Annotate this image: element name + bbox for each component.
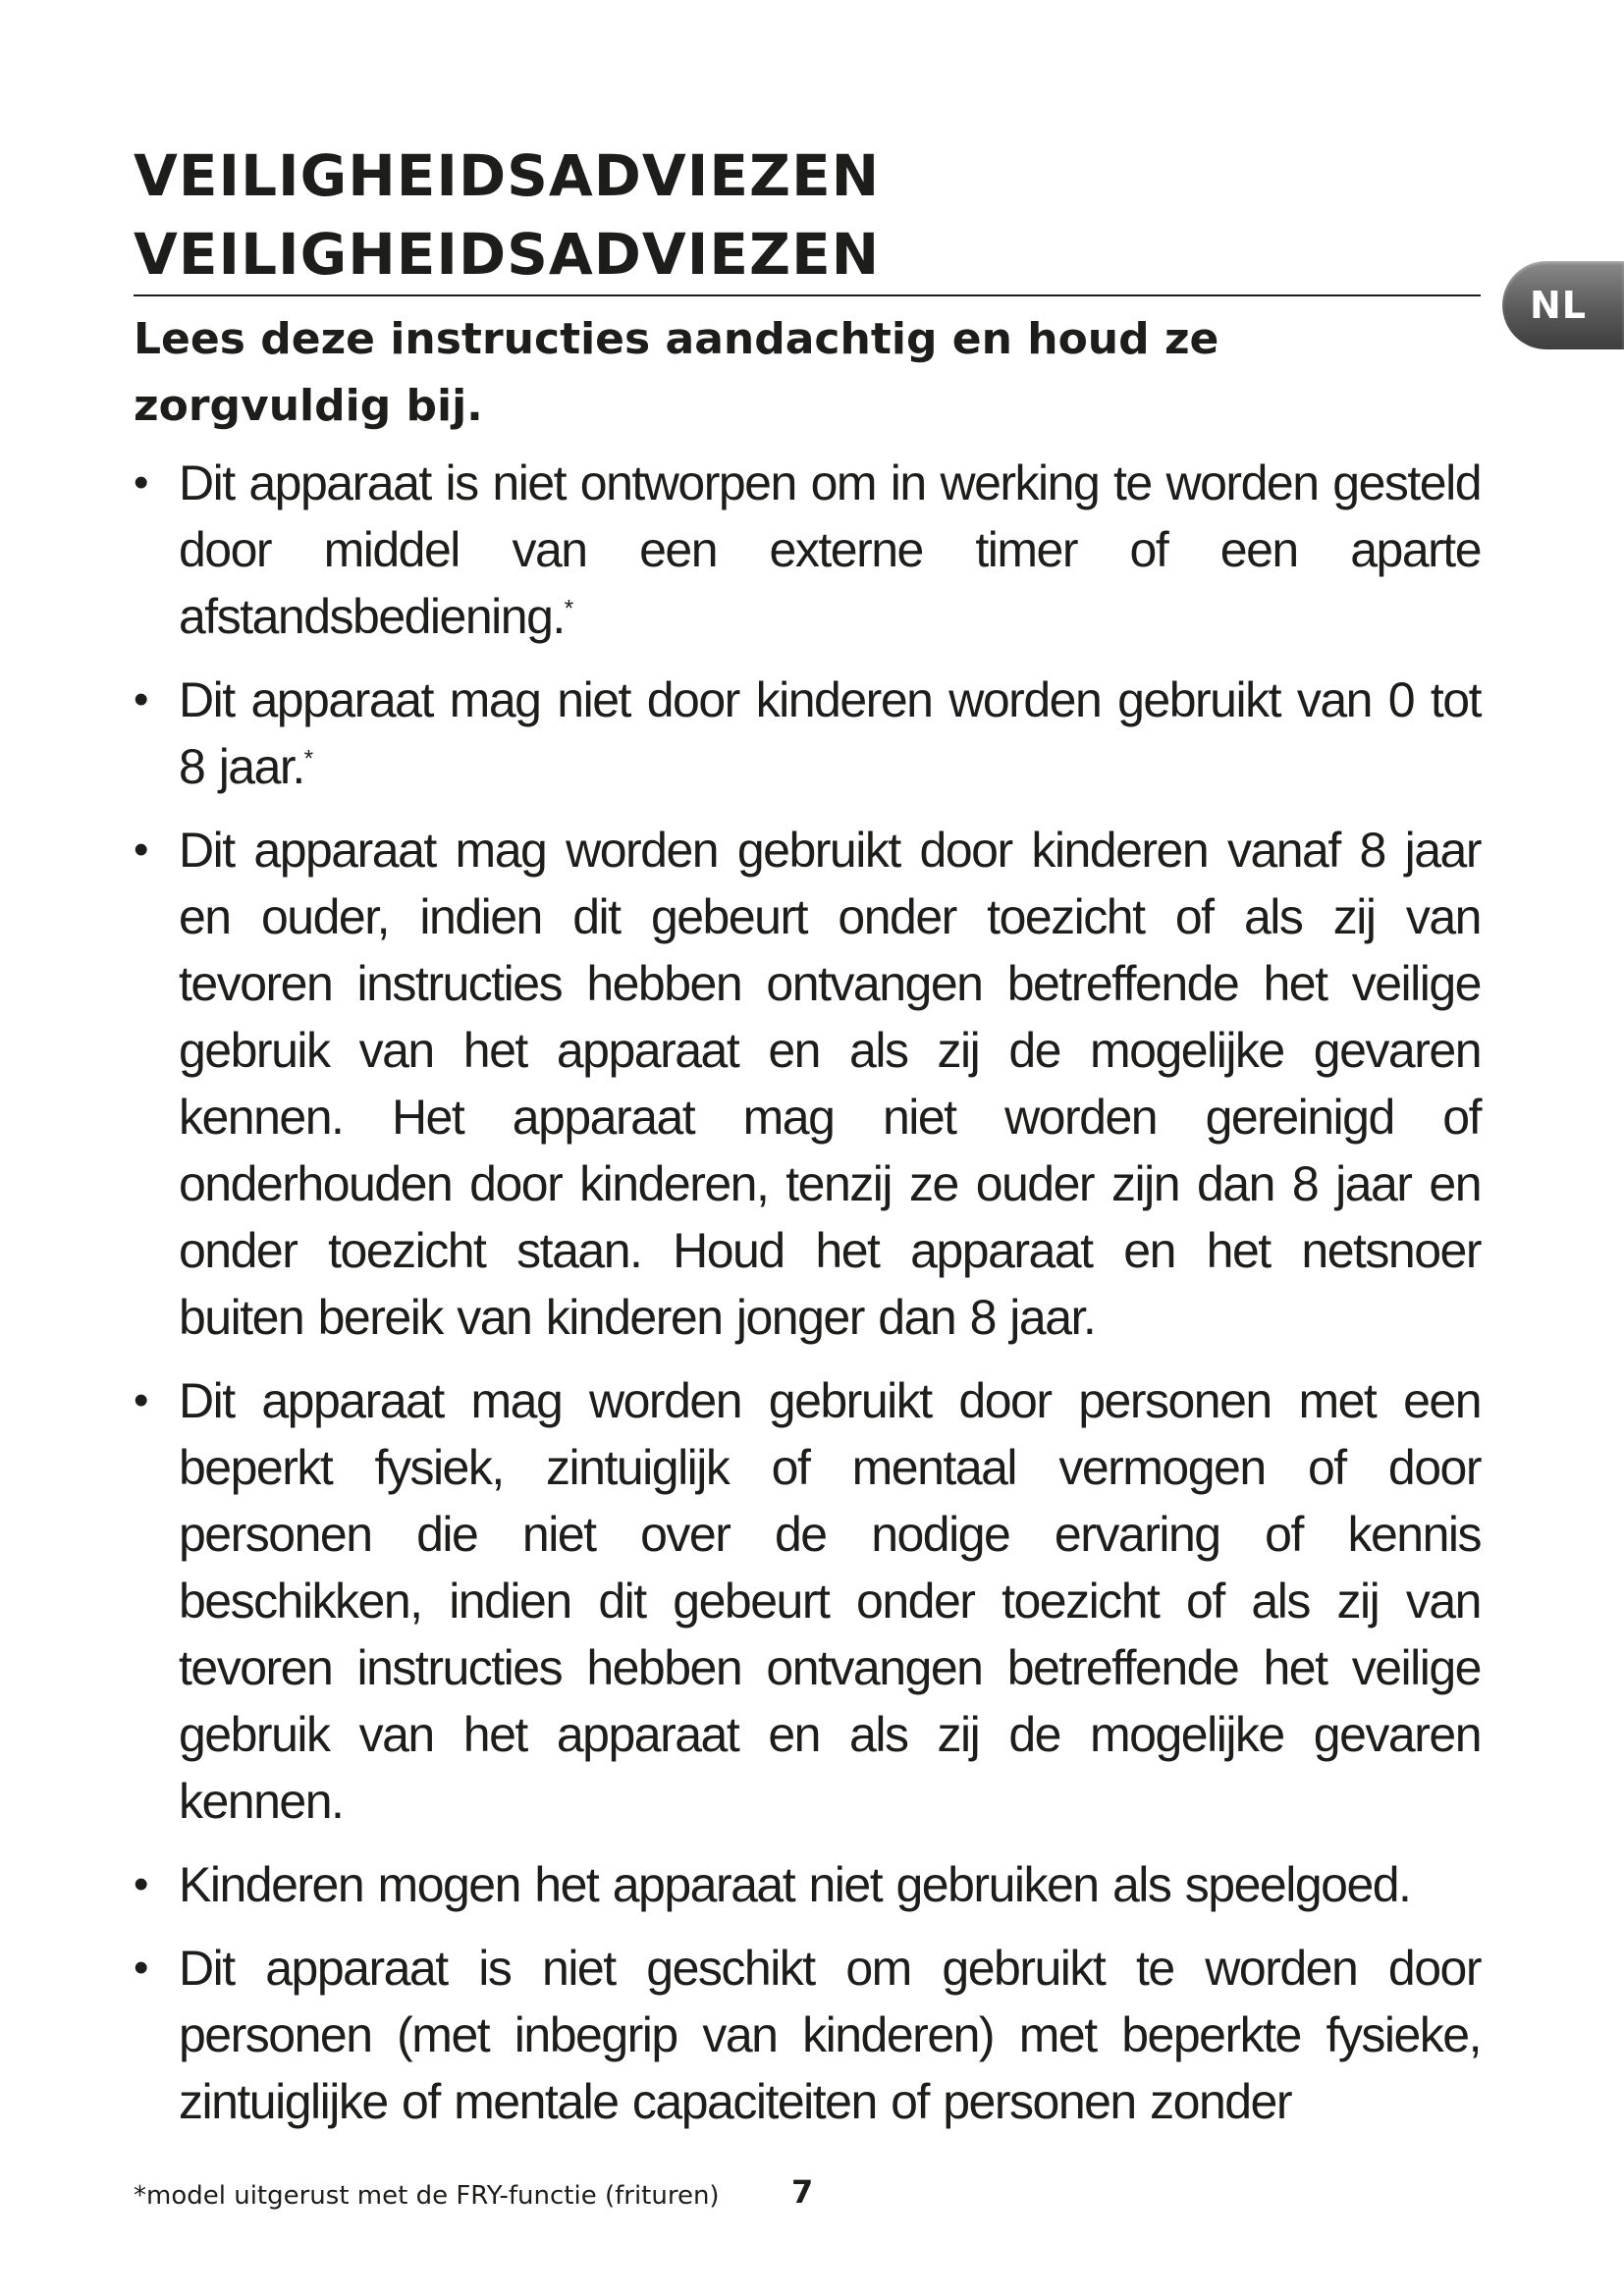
list-item: [134, 1851, 1481, 1918]
list-item-text: Dit apparaat is niet geschikt om gebruikt te worden door personen (met inbegrip van kinderen) met beperkte fysieke, zintuiglijke of mentale capaciteiten of personen zonder: [179, 1941, 1481, 2129]
list-item-text: Dit apparaat mag niet door kinderen worden gebruikt van 0 tot 8 jaar.: [179, 672, 1481, 794]
page-number: 7: [791, 2173, 814, 2211]
title-divider: [134, 294, 1481, 296]
language-label: NL: [1530, 284, 1588, 327]
safety-list: [134, 450, 1481, 2152]
language-tab: [1502, 261, 1624, 349]
bullet-icon: •: [134, 1376, 147, 1424]
list-item-text: Dit apparaat is niet ontworpen om in werking te worden gesteld door middel van een externe timer of een aparte afstandsbediening.: [179, 455, 1481, 644]
list-item: [134, 817, 1481, 1351]
footnote-marker: *: [303, 745, 312, 773]
bullet-icon: •: [134, 458, 147, 507]
bullet-icon: •: [134, 1944, 147, 1992]
page-title-repeat: VEILIGHEIDSADVIEZEN: [134, 221, 881, 288]
footnote: *model uitgerust met de FRY-functie (frituren): [134, 2181, 720, 2211]
bullet-icon: •: [134, 826, 147, 874]
bullet-icon: •: [134, 1860, 147, 1908]
list-item-text: Dit apparaat mag worden gebruikt door kinderen vanaf 8 jaar en ouder, indien dit gebeurt onder toezicht of als zij van tevoren instructies hebben ontvangen betreffende het veilige gebruik van het apparaat en als zij de mogelijke gevaren kennen. Het apparaat mag niet worden gereinigd of onderhouden door kinderen, tenzij ze ouder zijn dan 8 jaar en onder toezicht staan. Houd het apparaat en het netsnoer buiten bereik van kinderen jonger dan 8 jaar.: [179, 823, 1481, 1345]
list-item-text: Kinderen mogen het apparaat niet gebruiken als speelgoed.: [179, 1857, 1411, 1912]
intro-text: Lees deze instructies aandachtig en houd ze zorgvuldig bij.: [134, 314, 1219, 431]
list-item: [134, 1367, 1481, 1835]
list-item: [134, 450, 1481, 650]
list-item-text: Dit apparaat mag worden gebruikt door personen met een beperkt fysiek, zintuiglijk of mentaal vermogen of door personen die niet over de nodige ervaring of kennis beschikken, indien dit gebeurt onder toezicht of als zij van tevoren instructies hebben ontvangen betreffende het veilige gebruik van het apparaat en als zij de mogelijke gevaren kennen.: [179, 1373, 1481, 1829]
footnote-marker: *: [564, 595, 572, 622]
list-item: [134, 1935, 1481, 2135]
list-item: [134, 667, 1481, 800]
page-title: VEILIGHEIDSADVIEZEN: [134, 142, 881, 209]
bullet-icon: •: [134, 675, 147, 723]
